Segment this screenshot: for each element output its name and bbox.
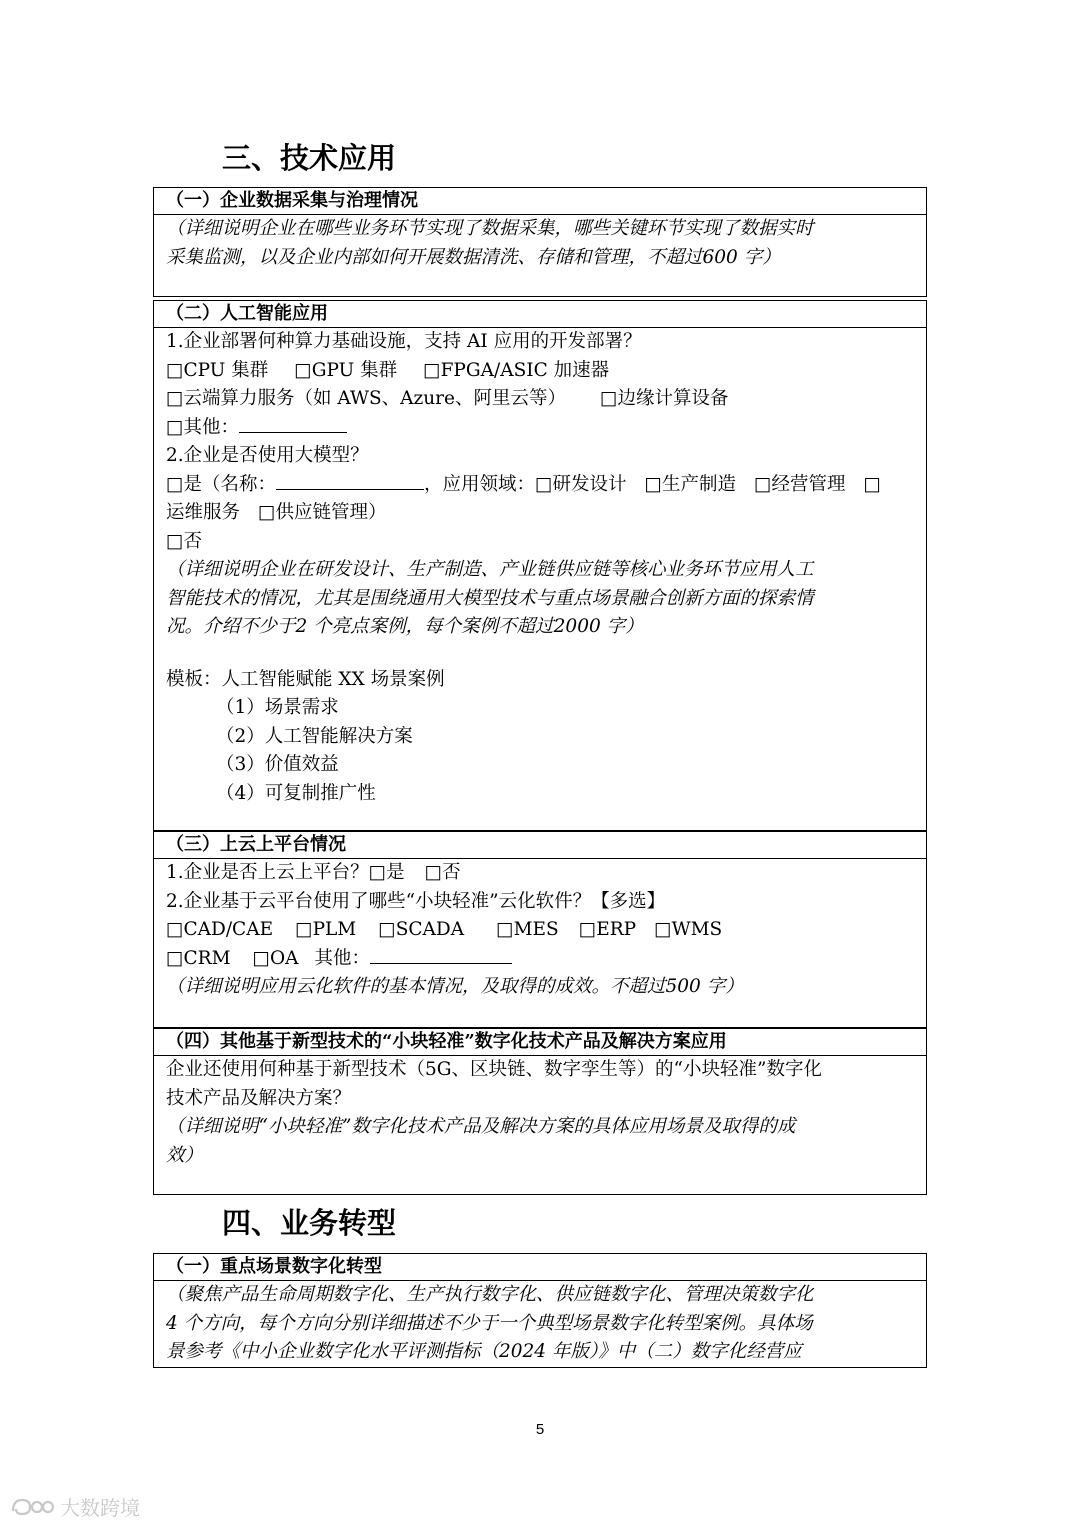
label-other-software: 其他： bbox=[314, 947, 371, 969]
desc-line: 况。介绍不少于2 个亮点案例，每个案例不超过2000 字） bbox=[166, 616, 644, 637]
checkbox-scada[interactable]: □SCADA bbox=[378, 919, 465, 940]
template-item: （4）可复制推广性 bbox=[216, 782, 376, 804]
new-tech-header: （四）其他基于新型技术的“小块轻准”数字化技术产品及解决方案应用 bbox=[154, 1029, 927, 1056]
checkbox-plm[interactable]: □PLM bbox=[295, 919, 357, 940]
ai-application-body bbox=[154, 328, 927, 831]
checkbox-other-compute[interactable]: □其他： bbox=[166, 416, 239, 438]
watermark-text: 大数跨境 bbox=[60, 1496, 140, 1520]
desc-line: （详细说明“小块轻准”数字化技术产品及解决方案的具体应用场景及取得的成 bbox=[166, 1116, 796, 1137]
question-cloud bbox=[166, 859, 914, 888]
watermark-logo-icon bbox=[10, 1496, 54, 1518]
checkbox-cloud-compute[interactable]: □云端算力服务（如 AWS、Azure、阿里云等） bbox=[166, 388, 566, 409]
compute-options-row1 bbox=[166, 357, 914, 386]
large-model-yes-row bbox=[166, 471, 914, 500]
scene-transform-body bbox=[154, 1281, 927, 1368]
checkbox-management[interactable]: □经营管理 bbox=[753, 473, 846, 495]
watermark bbox=[10, 1492, 140, 1521]
cloud-platform-header: （三）上云上平台情况 bbox=[154, 832, 927, 859]
question-large-model: 2.企业是否使用大模型？ bbox=[166, 445, 369, 466]
question-compute: 1.企业部署何种算力基础设施，支持 AI 应用的开发部署？ bbox=[166, 331, 642, 352]
template-item: （3）价值效益 bbox=[216, 754, 339, 775]
checkbox-cpu-cluster[interactable]: □CPU 集群 bbox=[166, 359, 269, 381]
checkbox-cloud-yes[interactable]: 1.企业是否上云上平台？□是 bbox=[166, 862, 405, 883]
checkbox-manufacturing[interactable]: □生产制造 bbox=[644, 473, 736, 495]
software-options-row2 bbox=[166, 945, 914, 974]
checkbox-supply-chain[interactable]: □供应链管理） bbox=[258, 502, 387, 523]
model-name-field[interactable] bbox=[276, 471, 424, 490]
checkbox-yes-model[interactable]: □是（名称： bbox=[166, 473, 276, 495]
label-ops-service: 运维服务 bbox=[166, 502, 241, 523]
software-options-row1 bbox=[166, 916, 914, 945]
checkbox-mes[interactable]: □MES bbox=[496, 919, 559, 940]
checkbox-fpga-asic[interactable]: □FPGA/ASIC 加速器 bbox=[423, 359, 610, 381]
cloud-desc: （详细说明应用云化软件的基本情况，及取得的成效。不超过500 字） bbox=[166, 976, 744, 997]
page-number: 5 bbox=[535, 1421, 545, 1438]
section-title-business: 四、业务转型 bbox=[222, 1206, 397, 1240]
other-compute-field[interactable] bbox=[239, 414, 347, 433]
data-collection-header: （一）企业数据采集与治理情况 bbox=[154, 188, 927, 215]
ai-application-table bbox=[153, 300, 927, 831]
desc-line: 效） bbox=[166, 1144, 204, 1166]
checkbox-gpu-cluster[interactable]: □GPU 集群 bbox=[294, 359, 398, 381]
section-title-tech: 三、技术应用 bbox=[222, 141, 397, 175]
compute-options-other bbox=[166, 414, 914, 443]
checkbox-edge-device[interactable]: □边缘计算设备 bbox=[599, 388, 729, 409]
checkbox-oa[interactable]: □OA bbox=[252, 947, 299, 969]
question-cloud-software: 2.企业基于云平台使用了哪些“小块轻准”云化软件？【多选】 bbox=[166, 890, 666, 912]
desc-line: （详细说明企业在哪些业务环节实现了数据采集，哪些关键环节实现了数据实时 bbox=[166, 218, 814, 239]
desc-line: 智能技术的情况，尤其是围绕通用大模型技术与重点场景融合创新方面的探索情 bbox=[166, 587, 814, 609]
new-tech-body bbox=[154, 1056, 927, 1195]
scene-transform-table bbox=[153, 1253, 927, 1368]
compute-options-row2 bbox=[166, 385, 914, 414]
checkbox-cad-cae[interactable]: □CAD/CAE bbox=[166, 919, 274, 940]
data-collection-body bbox=[154, 215, 927, 297]
desc-line: 采集监测，以及企业内部如何开展数据清洗、存储和管理，不超过600 字） bbox=[166, 246, 781, 268]
template-title: 模板：人工智能赋能 XX 场景案例 bbox=[166, 668, 445, 690]
checkbox-wms[interactable]: □WMS bbox=[654, 919, 723, 940]
template-item: （1）场景需求 bbox=[216, 697, 339, 718]
body-line: 企业还使用何种基于新型技术（5G、区块链、数字孪生等）的“小块轻准”数字化 bbox=[166, 1059, 822, 1080]
desc-line: 景参考《中小企业数字化水平评测指标（2024 年版）》中（二）数字化经营应 bbox=[166, 1341, 802, 1362]
new-tech-table bbox=[153, 1028, 927, 1195]
label-domain: ，应用领域： bbox=[423, 473, 535, 495]
template-item: （2）人工智能解决方案 bbox=[216, 725, 413, 747]
checkbox-crm[interactable]: □CRM bbox=[166, 947, 231, 969]
desc-line: 4 个方向，每个方向分别详细描述不少于一个典型场景数字化转型案例。具体场 bbox=[166, 1312, 813, 1334]
desc-line: （详细说明企业在研发设计、生产制造、产业链供应链等核心业务环节应用人工 bbox=[166, 559, 814, 580]
cloud-platform-body bbox=[154, 859, 927, 1028]
ai-application-header: （二）人工智能应用 bbox=[154, 301, 927, 328]
checkbox-ops-box[interactable]: □ bbox=[863, 473, 881, 495]
checkbox-rd-design[interactable]: □研发设计 bbox=[535, 473, 627, 495]
body-line: 技术产品及解决方案？ bbox=[166, 1087, 352, 1109]
large-model-yes-row2 bbox=[166, 499, 914, 528]
cloud-platform-table bbox=[153, 831, 927, 1028]
scene-transform-header: （一）重点场景数字化转型 bbox=[154, 1254, 927, 1281]
desc-line: （聚焦产品生命周期数字化、生产执行数字化、供应链数字化、管理决策数字化 bbox=[166, 1284, 814, 1305]
checkbox-erp[interactable]: □ERP bbox=[578, 919, 637, 940]
checkbox-no-model[interactable]: □否 bbox=[166, 530, 202, 552]
checkbox-cloud-no[interactable]: □否 bbox=[424, 862, 461, 883]
other-software-field[interactable] bbox=[370, 945, 512, 964]
data-collection-table bbox=[153, 187, 927, 297]
